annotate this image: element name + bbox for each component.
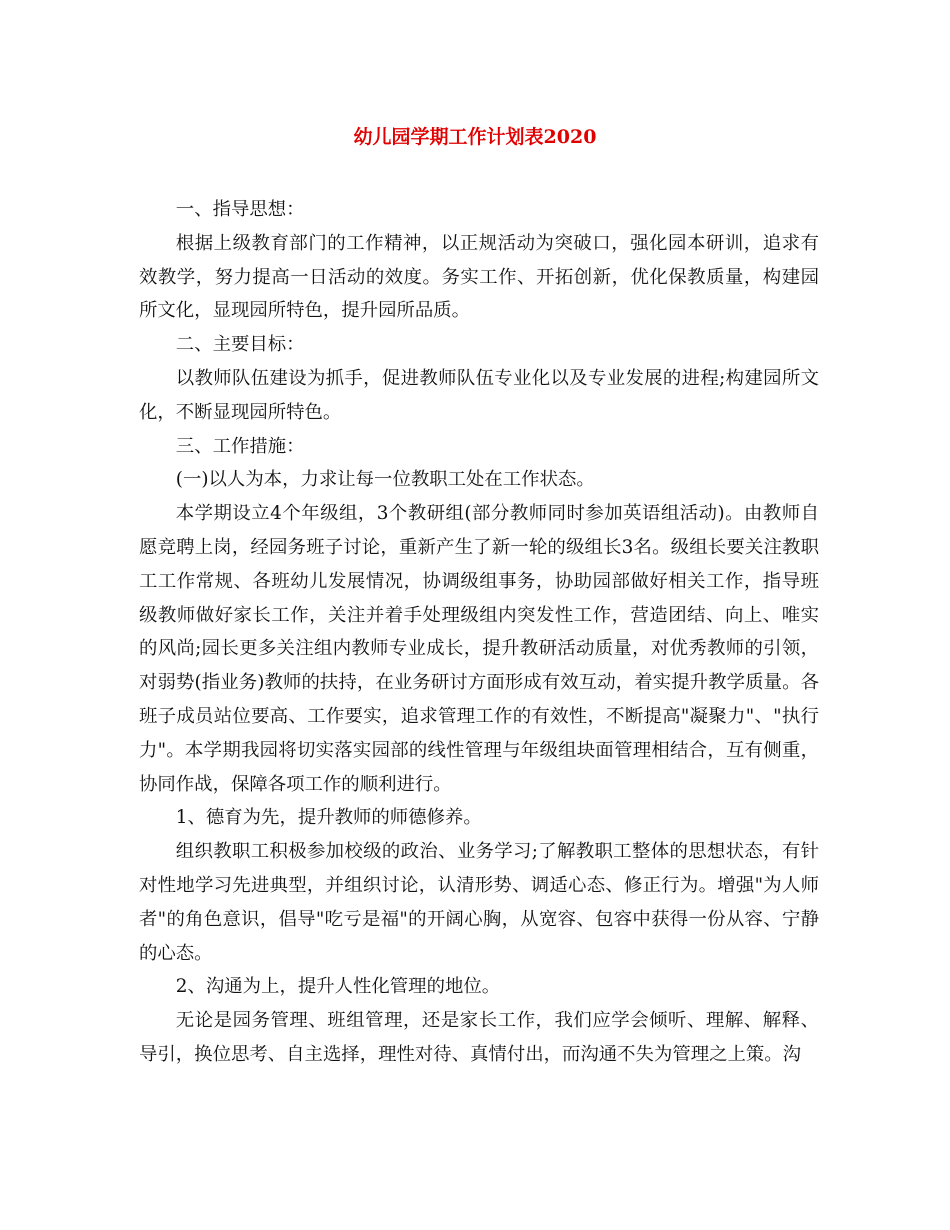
paragraph: 本学期设立4个年级组，3个教研组(部分教师同时参加英语组活动)。由教师自愿竞聘上岗，经园务班子讨论，重新产生了新一轮的级组长3名。级组长要关注教职工工作常规、各班幼儿发展情况，协调级组事务，协助园部做好相关工作，指导班级教师做好家长工作，关注并着手处理级组内突发性工作，营造团结、向上、唯实的风尚;园长更多关注组内教师专业成长，提升教研活动质量，对优秀教师的引领，对弱势(指业务)教师的扶持，在业务研讨方面形成有效互动，着实提升教学质量。各班子成员站位要高、工作要实，追求管理工作的有效性，不断提高"凝聚力"、"执行力"。本学期我园将切实落实园部的线性管理与年级组块面管理相结合，互有侧重，协同作战，保障各项工作的顺利进行。 [139,503,819,795]
paragraph: 无论是园务管理、班组管理，还是家长工作，我们应学会倾听、理解、解释、导引，换位思考、自主选择，理性对待、真情付出，而沟通不失为管理之上策。沟 [139,1010,819,1065]
section-heading-main-goals: 二、主要目标： [175,334,305,356]
paragraph: 以教师队伍建设为抓手，促进教师队伍专业化以及专业发展的进程;构建园所文化，不断显现园所特色。 [139,367,819,423]
document-title: 幼儿园学期工作计划表2020 [353,126,597,148]
section-heading-work-measures: 三、工作措施： [175,435,305,457]
paragraph: 根据上级教育部门的工作精神，以正规活动为突破口，强化园本研训，追求有效教学，努力提高一日活动的效度。务实工作、开拓创新，优化保教质量，构建园所文化，显现园所特色，提升园所品质。 [139,232,819,322]
document-body [139,193,819,1072]
section-heading-guiding-thought: 一、指导思想： [175,199,305,220]
subsection-heading: 2、沟通为上，提升人性化管理的地位。 [175,976,501,998]
paragraph: 组织教职工积极参加校级的政治、业务学习;了解教职工整体的思想状态，有针对性地学习先进典型，并组织讨论，认清形势、调适心态、修正行为。增强"为人师者"的角色意识，倡导"吃亏是福"的开阔心胸，从宽容、包容中获得一份从容、宁静的心态。 [139,841,819,964]
subsection-heading: (一)以人为本，力求让每一位教职工处在工作状态。 [175,469,595,491]
subsection-heading: 1、德育为先，提升教师的师德修养。 [175,807,482,829]
